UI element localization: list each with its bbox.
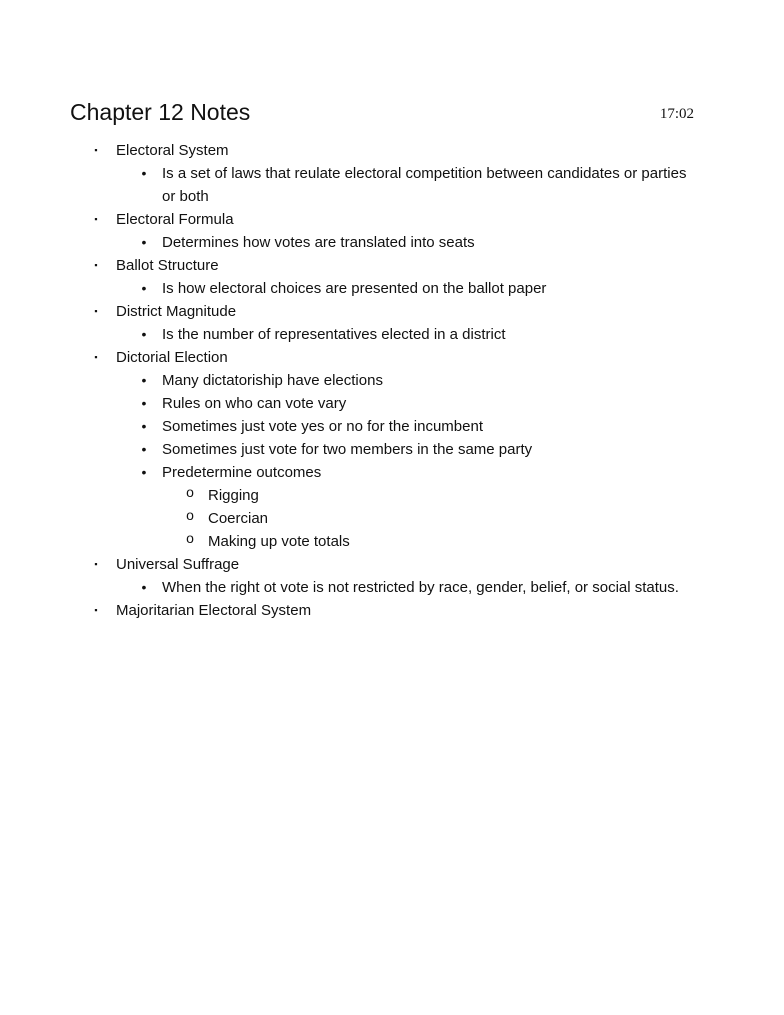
list-item: [0, 599, 784, 622]
bullet-marker: •: [141, 165, 147, 181]
list-item: [0, 507, 784, 530]
bullet-marker: •: [141, 280, 147, 296]
list-item: [0, 392, 784, 415]
page-title: Chapter 12 Notes: [70, 99, 251, 125]
list-item: [0, 346, 784, 369]
list-item-text: Dictorial Election: [116, 349, 228, 366]
list-item: [0, 208, 784, 231]
list-item: [0, 461, 784, 484]
list-item: [0, 553, 784, 576]
list-item: [0, 369, 784, 392]
list-item-text: Predetermine outcomes: [162, 464, 322, 481]
list-item: [0, 139, 784, 162]
list-item: [0, 300, 784, 323]
bullet-marker: o: [186, 530, 194, 546]
list-item-text: Sometimes just vote yes or no for the incumbent: [162, 418, 483, 435]
bullet-marker: ▪: [94, 306, 98, 316]
list-item-text: Is the number of representatives elected in a district: [162, 326, 506, 343]
list-item: [0, 438, 784, 461]
bullet-marker: •: [141, 441, 147, 457]
list-item: [0, 231, 784, 254]
list-item-text: Is how electoral choices are presented on the ballot paper: [162, 280, 547, 297]
list-item-text: Determines how votes are translated into seats: [162, 234, 475, 251]
bullet-marker: •: [141, 418, 147, 434]
bullet-marker: ▪: [94, 260, 98, 270]
list-item-text: Making up vote totals: [208, 533, 350, 550]
list-item: [0, 277, 784, 300]
bullet-marker: •: [141, 326, 147, 342]
list-item: [0, 254, 784, 277]
list-item-text: Rules on who can vote vary: [162, 395, 347, 412]
bullet-marker: ▪: [94, 214, 98, 224]
list-item: [0, 530, 784, 553]
list-item-text: Coercian: [208, 510, 269, 527]
timestamp: 17:02: [659, 106, 694, 122]
list-item: [0, 323, 784, 346]
list-item: [0, 162, 784, 208]
list-item-text: Majoritarian Electoral System: [116, 602, 312, 619]
list-item-text: Electoral Formula: [116, 211, 234, 228]
bullet-marker: •: [141, 395, 147, 411]
list-item-text: Is a set of laws that reulate electoral competition between candidates or parties or both: [162, 165, 687, 205]
bullet-marker: •: [141, 372, 147, 388]
bullet-marker: o: [186, 484, 194, 500]
list-item-text: District Magnitude: [116, 303, 237, 320]
bullet-marker: ▪: [94, 559, 98, 569]
bullet-marker: ▪: [94, 145, 98, 155]
bullet-marker: ▪: [94, 605, 98, 615]
list-item-text: Electoral System: [116, 142, 229, 159]
list-item-text: When the right ot vote is not restricted by race, gender, belief, or social status.: [162, 579, 679, 596]
list-item: [0, 576, 784, 599]
list-item-text: Universal Suffrage: [116, 556, 240, 573]
list-item-text: Rigging: [208, 487, 259, 504]
list-item-text: Ballot Structure: [116, 257, 219, 274]
list-item-text: Many dictatoriship have elections: [162, 372, 383, 389]
bullet-marker: •: [141, 234, 147, 250]
bullet-marker: ▪: [94, 352, 98, 362]
bullet-marker: •: [141, 464, 147, 480]
list-item-text: Sometimes just vote for two members in the same party: [162, 441, 533, 458]
bullet-marker: o: [186, 507, 194, 523]
notes-list: [0, 139, 784, 622]
list-item: [0, 484, 784, 507]
list-item: [0, 415, 784, 438]
bullet-marker: •: [141, 579, 147, 595]
